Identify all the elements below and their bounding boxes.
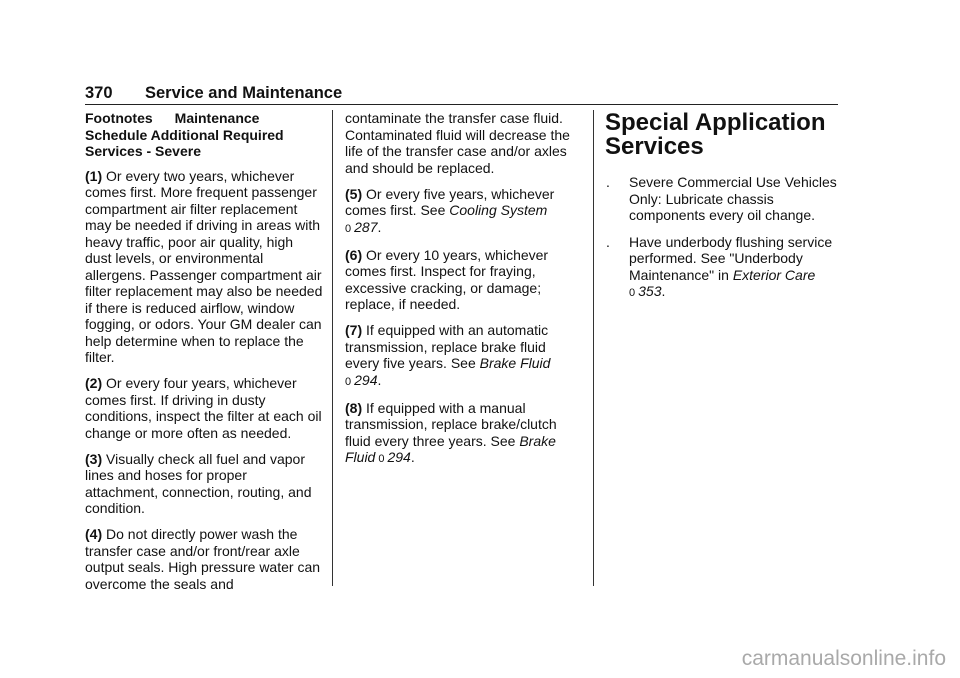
column-divider-2 (593, 110, 594, 586)
bullet-marker: . (606, 174, 610, 190)
footnote-8: (8) If equipped with a manual transmission, replace brake/clutch fluid every three years. See Brake Fluid 0 294. (345, 399, 557, 465)
footnote-3: (3) Visually check all fuel and vapor lines and hoses for proper attachment, connection, routing, and condition. (85, 450, 312, 516)
cross-reference-link[interactable]: Brake Fluid (479, 355, 551, 371)
footnote-1: (1) Or every two years, whichever comes first. More frequent passenger compartment air filter replacement may be needed if driving in areas with heavy traffic, poor air quality, high dust levels, or environmental allergens. Passenger compartment air filter replacement may also be needed if there is reduced airflow, window fogging, or odors. Your GM dealer can help determine when to replace the filter. (85, 167, 323, 365)
cross-reference-link[interactable]: Exterior Care (732, 266, 816, 283)
page-number: 370 (85, 84, 113, 102)
column-right (605, 110, 843, 312)
footnote-4-continued: contaminate the transfer case fluid. Contaminated fluid will decrease the life of the transfer case and/or axles and should be replaced. (345, 110, 570, 176)
section-title: Service and Maintenance (145, 84, 343, 102)
footnote-4: (4) Do not directly power wash the transfer case and/or front/rear axle output seals. High pressure water can overcome the seals and (85, 526, 321, 592)
header-rule (85, 104, 838, 105)
page-ref-icon: 0 (629, 287, 636, 299)
page-ref-icon: 0 (345, 375, 352, 388)
section-heading: Special Application Services (605, 109, 826, 160)
footnote-2: (2) Or every four years, whichever comes first. If driving in dusty conditions, inspect the filter at each oil change or more often as needed. (85, 375, 322, 441)
footnote-7: (7) If equipped with an automatic transmission, replace brake fluid every five years. See Brake Fluid 0 294. (345, 322, 551, 388)
page-reference[interactable]: 294 (387, 449, 411, 465)
footnote-5: (5) Or every five years, whichever comes first. See Cooling System 0 287. (345, 185, 555, 235)
column-divider-1 (332, 110, 333, 586)
column-left (85, 110, 323, 602)
page-reference[interactable]: 353 (638, 283, 662, 299)
list-item: . Severe Commercial Use Vehicles Only: Lubricate chassis components every oil change. (606, 174, 837, 223)
page-ref-icon: 0 (345, 222, 352, 235)
page-reference[interactable]: 287 (354, 218, 378, 235)
page-header (85, 82, 838, 106)
cross-reference-link[interactable]: Brake Fluid (345, 432, 556, 465)
page-reference[interactable]: 294 (354, 371, 378, 388)
list-item: . Have underbody flushing service performed. See "Underbody Maintenance" in Exterior Care 0 353. (606, 233, 833, 299)
footnote-6: (6) Or every 10 years, whichever comes first. Inspect for fraying, excessive cracking, or damage; replace, if needed. (345, 246, 549, 312)
bullet-marker: . (606, 233, 610, 250)
page-ref-icon: 0 (378, 453, 385, 465)
watermark: carmanualsonline.info (741, 647, 946, 670)
column-middle (345, 110, 583, 477)
footnotes-heading: Footnotes Maintenance Schedule Additional Required Services - Severe (85, 110, 284, 159)
cross-reference-link[interactable]: Cooling System (449, 202, 548, 218)
